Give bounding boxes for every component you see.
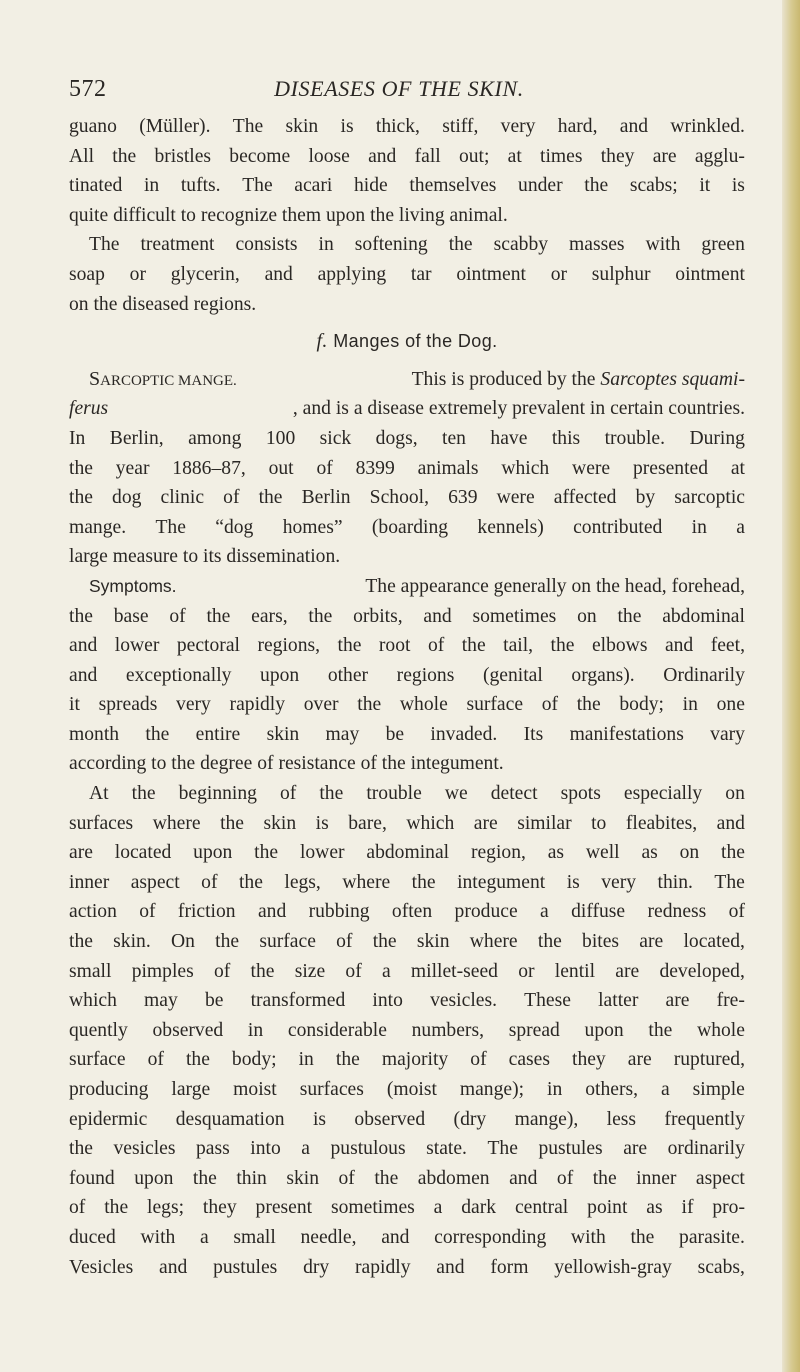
section-title: Manges of the Dog.	[333, 331, 498, 352]
text-line: found upon the thin skin of the abdomen and of the inner aspect	[69, 1167, 745, 1189]
lead-in-symptoms: Symptoms.	[89, 575, 177, 596]
text-line: of the legs; they present sometimes a dark central point as if pro-	[69, 1197, 745, 1219]
text-line: ferus , and is a disease extremely prevalent in certain countries.	[69, 398, 745, 420]
text-line: inner aspect of the legs, where the integument is very thin. The	[69, 871, 745, 893]
text-line: At the beginning of the trouble we detect spots especially on	[89, 783, 745, 805]
running-head: DISEASES OF THE SKIN.	[274, 76, 524, 101]
text-line: All the bristles become loose and fall out; at times they are agglu-	[69, 145, 745, 167]
text-line: the skin. On the surface of the skin where the bites are located,	[69, 931, 745, 953]
page-edge	[782, 0, 800, 1372]
text-line: soap or glycerin, and applying tar ointment or sulphur ointment	[69, 263, 745, 285]
page-number: 572	[69, 76, 107, 102]
text-line: Symptoms. The appearance generally on the head, forehead,	[69, 572, 745, 602]
text-line: the dog clinic of the Berlin School, 639 were affected by sarcoptic	[69, 487, 745, 509]
text-line: are located upon the lower abdominal region, as well as on the	[69, 842, 745, 864]
text-line: small pimples of the size of a millet-seed or lentil are developed,	[69, 960, 745, 982]
text-line: surface of the body; in the majority of cases they are ruptured,	[69, 1049, 745, 1071]
text-line: it spreads very rapidly over the whole surface of the body; in one	[69, 694, 745, 716]
text-line: duced with a small needle, and corresponding with the parasite.	[69, 1226, 745, 1248]
text-line: month the entire skin may be invaded. Its manifestations vary	[69, 723, 745, 745]
lead-in-sarcoptic-mange: SARCOPTIC MANGE.	[89, 367, 237, 390]
text-line: large measure to its dissemination.	[69, 546, 341, 568]
text-line: Vesicles and pustules dry rapidly and form yellowish-gray scabs,	[69, 1256, 745, 1278]
text-line: mange. The “dog homes” (boarding kennels) contributed in a	[69, 516, 745, 538]
text-line: SARCOPTIC MANGE. This is produced by the Sarcoptes squami-	[69, 365, 745, 395]
text-line: quite difficult to recognize them upon the living animal.	[69, 204, 508, 226]
section-letter: f.	[316, 330, 328, 353]
text-line: tinated in tufts. The acari hide themselves under the scabs; it is	[69, 175, 745, 197]
text-line: the vesicles pass into a pustulous state. The pustules are ordinarily	[69, 1138, 745, 1160]
text-line: action of friction and rubbing often produce a diffuse redness of	[69, 901, 745, 923]
text-line: on the diseased regions.	[69, 293, 257, 315]
text-line: according to the degree of resistance of the integument.	[69, 753, 504, 775]
text-line: In Berlin, among 100 sick dogs, ten have this trouble. During	[69, 427, 745, 449]
text-line: which may be transformed into vesicles. These latter are fre-	[69, 990, 745, 1012]
text-line: surfaces where the skin is bare, which are similar to fleabites, and	[69, 812, 745, 834]
text-line: the year 1886–87, out of 8399 animals which were presented at	[69, 457, 745, 479]
page-header	[69, 76, 729, 110]
text-line: epidermic desquamation is observed (dry mange), less frequently	[69, 1108, 745, 1130]
text-line: guano (Müller). The skin is thick, stiff, very hard, and wrinkled.	[69, 116, 745, 137]
text-line: and exceptionally upon other regions (genital organs). Ordinarily	[69, 664, 745, 686]
text-line: the base of the ears, the orbits, and sometimes on the abdominal	[69, 605, 745, 627]
text-line: producing large moist surfaces (moist mange); in others, a simple	[69, 1079, 745, 1100]
body-text	[69, 112, 745, 1282]
text-line: and lower pectoral regions, the root of the tail, the elbows and feet,	[69, 635, 745, 657]
text-line: quently observed in considerable numbers, spread upon the whole	[69, 1019, 745, 1041]
text-line: The treatment consists in softening the scabby masses with green	[89, 234, 745, 256]
section-heading	[69, 327, 745, 357]
